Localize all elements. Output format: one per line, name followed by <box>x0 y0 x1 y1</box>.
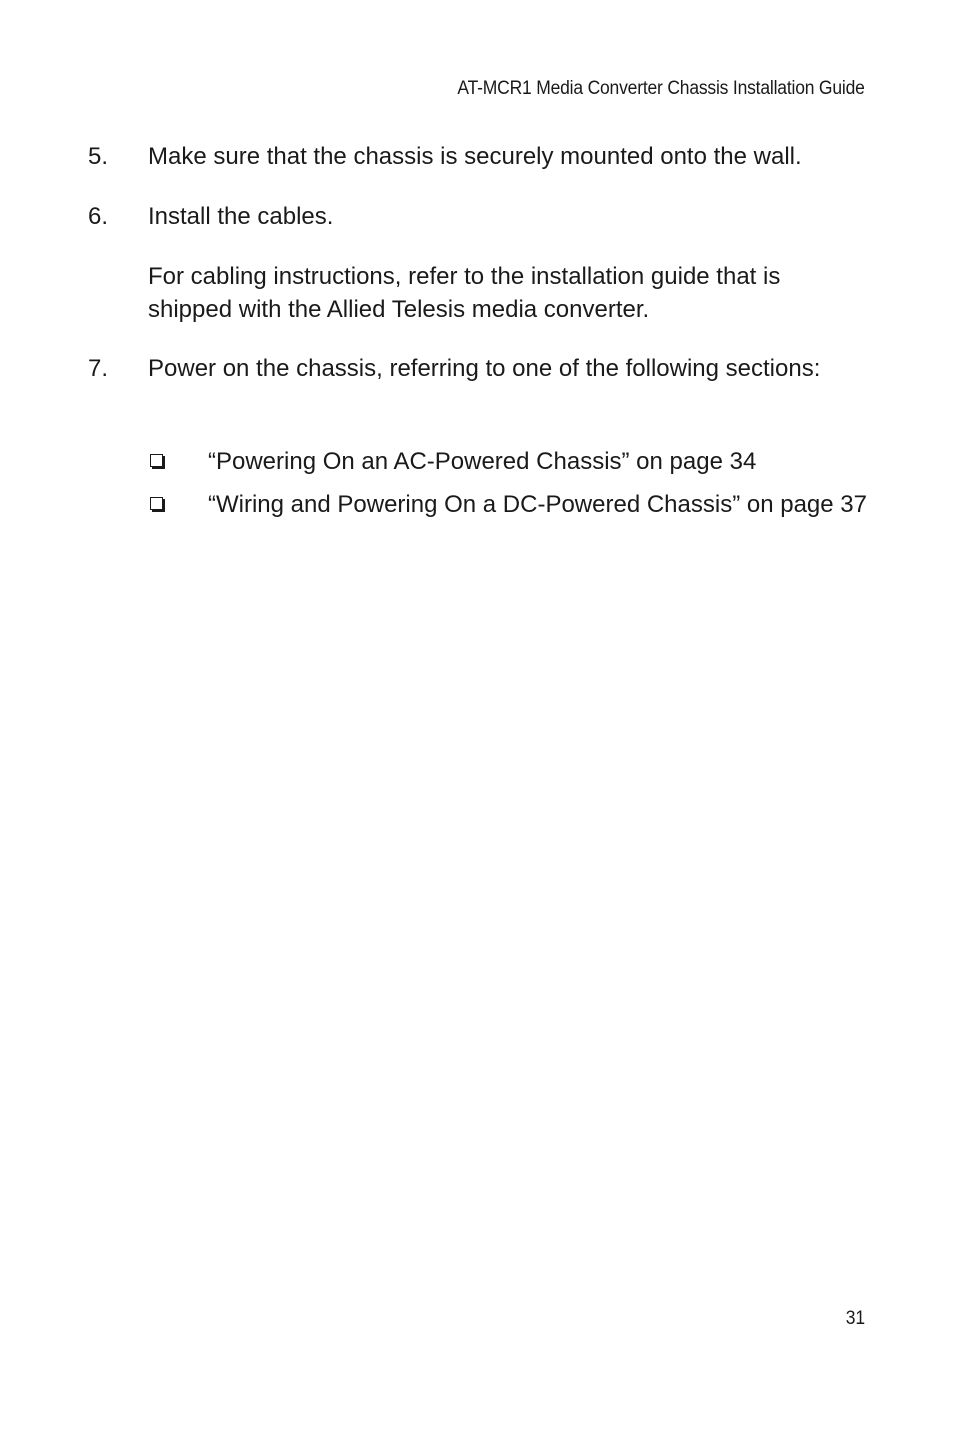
step-6-note: For cabling instructions, refer to the installation guide that is shipped with the Allied Telesis media converter. <box>148 263 781 323</box>
step-text: Install the cables. <box>148 203 334 230</box>
step-number: 6. <box>88 203 109 230</box>
reference-text: “Wiring and Powering On a DC-Powered Chassis” on page 37 <box>208 491 867 518</box>
reference-text: “Powering On an AC-Powered Chassis” on page 34 <box>208 448 757 475</box>
step-text: Make sure that the chassis is securely mounted onto the wall. <box>148 143 802 170</box>
page-number: 31 <box>845 1308 865 1329</box>
step-text: Power on the chassis, referring to one of the following sections: <box>148 355 821 382</box>
running-header: AT-MCR1 Media Converter Chassis Installation Guide <box>457 78 865 99</box>
step-number: 7. <box>88 355 109 382</box>
checkbox-icon <box>150 497 163 510</box>
step-number: 5. <box>88 143 109 170</box>
checkbox-icon <box>150 454 163 467</box>
